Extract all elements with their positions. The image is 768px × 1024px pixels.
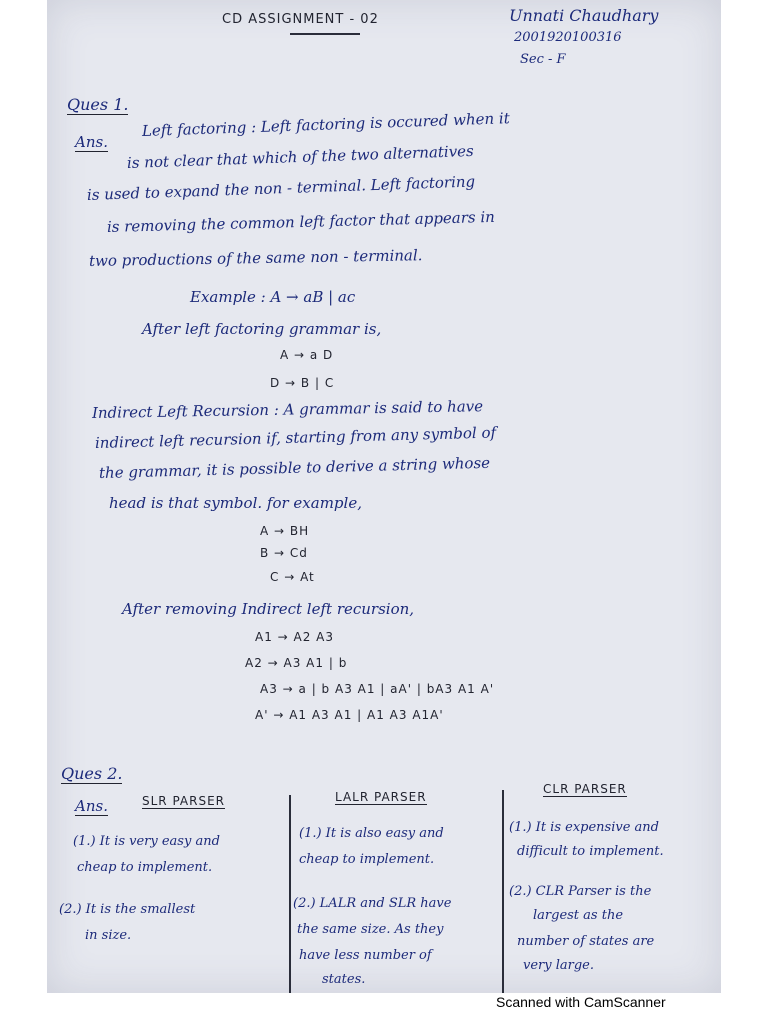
column-divider-1 [289,795,291,993]
roll-number: 2001920100316 [514,30,622,45]
clr-heading: CLR PARSER [543,782,627,796]
ilr-line-2: indirect left recursion if, starting from any symbol of [94,423,497,452]
result-1: A1 → A2 A3 [255,630,335,644]
ilr-example-2: B → Cd [260,546,308,560]
title-underline [290,33,360,35]
lalr-point-1-line-2: cheap to implement. [299,852,435,867]
ilr-line-4: head is that symbol. for example, [109,494,362,512]
lalr-point-2-line-4: states. [322,972,366,987]
ilr-line-1: Indirect Left Recursion : A grammar is said to have [91,397,484,422]
q1-line-2: is not clear that which of the two alternatives [126,141,475,172]
assignment-title: CD ASSIGNMENT - 02 [222,12,379,27]
q1-line-5: two productions of the same non - terminal. [88,246,423,270]
ilr-example-1: A → BH [260,524,310,538]
q1-after-factoring: After left factoring grammar is, [142,320,382,338]
ilr-example-3: C → At [270,570,315,584]
clr-point-2-line-2: largest as the [533,908,624,923]
camscanner-watermark: Scanned with CamScanner [496,994,666,1010]
q1-example: Example : A → aB | ac [190,288,356,306]
slr-point-2-line-2: in size. [85,928,132,943]
scanned-page [47,0,721,993]
ilr-line-3: the grammar, it is possible to derive a string whose [98,453,491,482]
q1-prod-2: D → B | C [270,376,335,390]
clr-point-2-line-3: number of states are [517,934,655,949]
lalr-point-2-line-3: have less number of [299,948,432,963]
after-removing-line: After removing Indirect left recursion, [122,600,415,618]
q1-line-1: Left factoring : Left factoring is occured when it [141,109,510,140]
result-2: A2 → A3 A1 | b [245,656,348,670]
q1-label: Ques 1. [67,95,129,114]
q1-prod-1: A → a D [280,348,334,362]
slr-heading: SLR PARSER [142,794,226,808]
q1-ans-label: Ans. [75,133,108,151]
result-3: A3 → a | b A3 A1 | aA' | bA3 A1 A' [260,682,495,696]
slr-point-2-line-1: (2.) It is the smallest [59,902,196,917]
q2-ans-label: Ans. [75,797,108,815]
lalr-point-2-line-1: (2.) LALR and SLR have [293,896,452,911]
lalr-heading: LALR PARSER [335,790,427,804]
column-divider-2 [502,790,504,993]
clr-point-1-line-2: difficult to implement. [517,844,664,859]
slr-point-1-line-2: cheap to implement. [77,860,213,875]
clr-point-2-line-1: (2.) CLR Parser is the [509,884,652,899]
clr-point-2-line-4: very large. [523,958,594,973]
student-name: Unnati Chaudhary [509,6,659,25]
slr-point-1-line-1: (1.) It is very easy and [73,834,220,849]
q2-label: Ques 2. [61,764,123,783]
lalr-point-2-line-2: the same size. As they [297,922,444,937]
lalr-point-1-line-1: (1.) It is also easy and [299,826,444,841]
q1-line-3: is used to expand the non - terminal. Left factoring [86,172,476,204]
q1-line-4: is removing the common left factor that appears in [106,207,496,236]
result-4: A' → A1 A3 A1 | A1 A3 A1A' [255,708,444,722]
section: Sec - F [520,52,566,67]
clr-point-1-line-1: (1.) It is expensive and [509,820,659,835]
